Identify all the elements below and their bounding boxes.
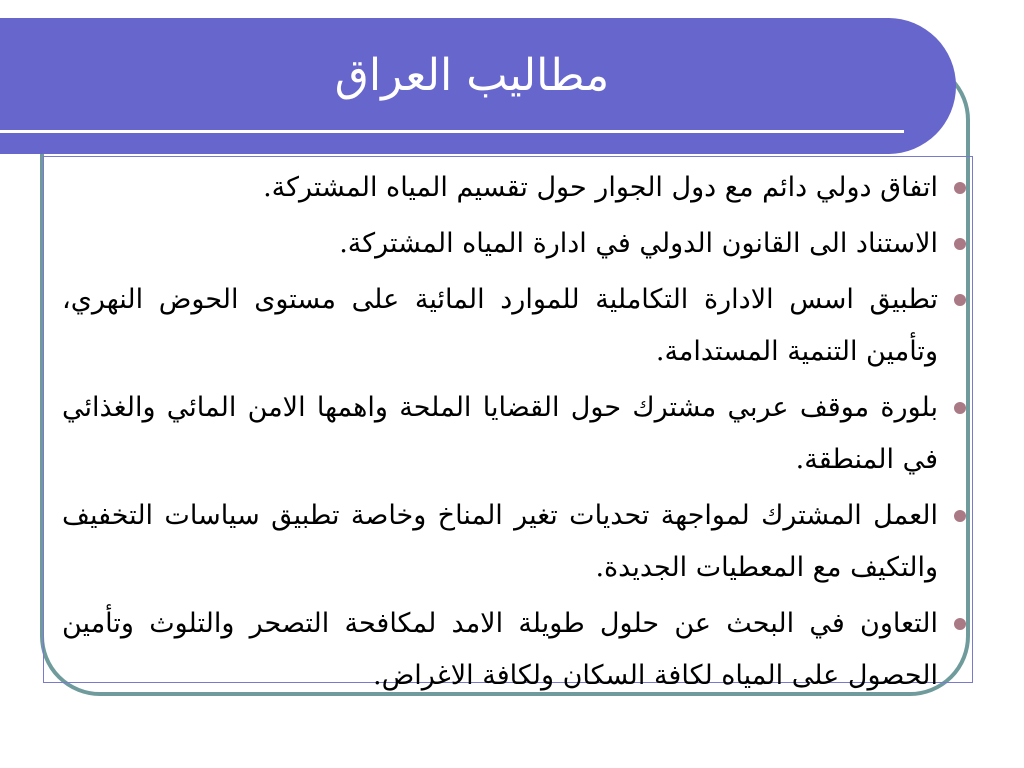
title-underline	[0, 130, 904, 133]
bullet-text: الاستناد الى القانون الدولي في ادارة المياه المشتركة.	[339, 228, 938, 259]
bullet-dot-icon	[954, 238, 966, 250]
bullet-item	[62, 162, 938, 214]
bullet-item	[62, 382, 938, 486]
bullet-item	[62, 598, 938, 702]
bullet-text: بلورة موقف عربي مشترك حول القضايا الملحة واهمها الامن المائي والغذائي في المنطقة.	[62, 392, 938, 475]
bullet-item	[62, 218, 938, 270]
bullet-dot-icon	[954, 510, 966, 522]
bullet-item	[62, 490, 938, 594]
bullet-dot-icon	[954, 402, 966, 414]
slide-title: مطاليب العراق	[334, 50, 610, 101]
bullet-dot-icon	[954, 182, 966, 194]
bullet-text: العمل المشترك لمواجهة تحديات تغير المناخ وخاصة تطبيق سياسات التخفيف والتكيف مع المعطيات الجديدة.	[62, 500, 938, 583]
bullet-dot-icon	[954, 618, 966, 630]
bullet-text: اتفاق دولي دائم مع دول الجوار حول تقسيم المياه المشتركة.	[263, 172, 938, 203]
bullet-list	[62, 162, 938, 706]
bullet-dot-icon	[954, 294, 966, 306]
bullet-item	[62, 274, 938, 378]
bullet-text: التعاون في البحث عن حلول طويلة الامد لمكافحة التصحر والتلوث وتأمين الحصول على المياه لكافة السكان ولكافة الاغراض.	[62, 608, 938, 691]
bullet-text: تطبيق اسس الادارة التكاملية للموارد المائية على مستوى الحوض النهري، وتأمين التنمية المستدامة.	[62, 284, 938, 367]
